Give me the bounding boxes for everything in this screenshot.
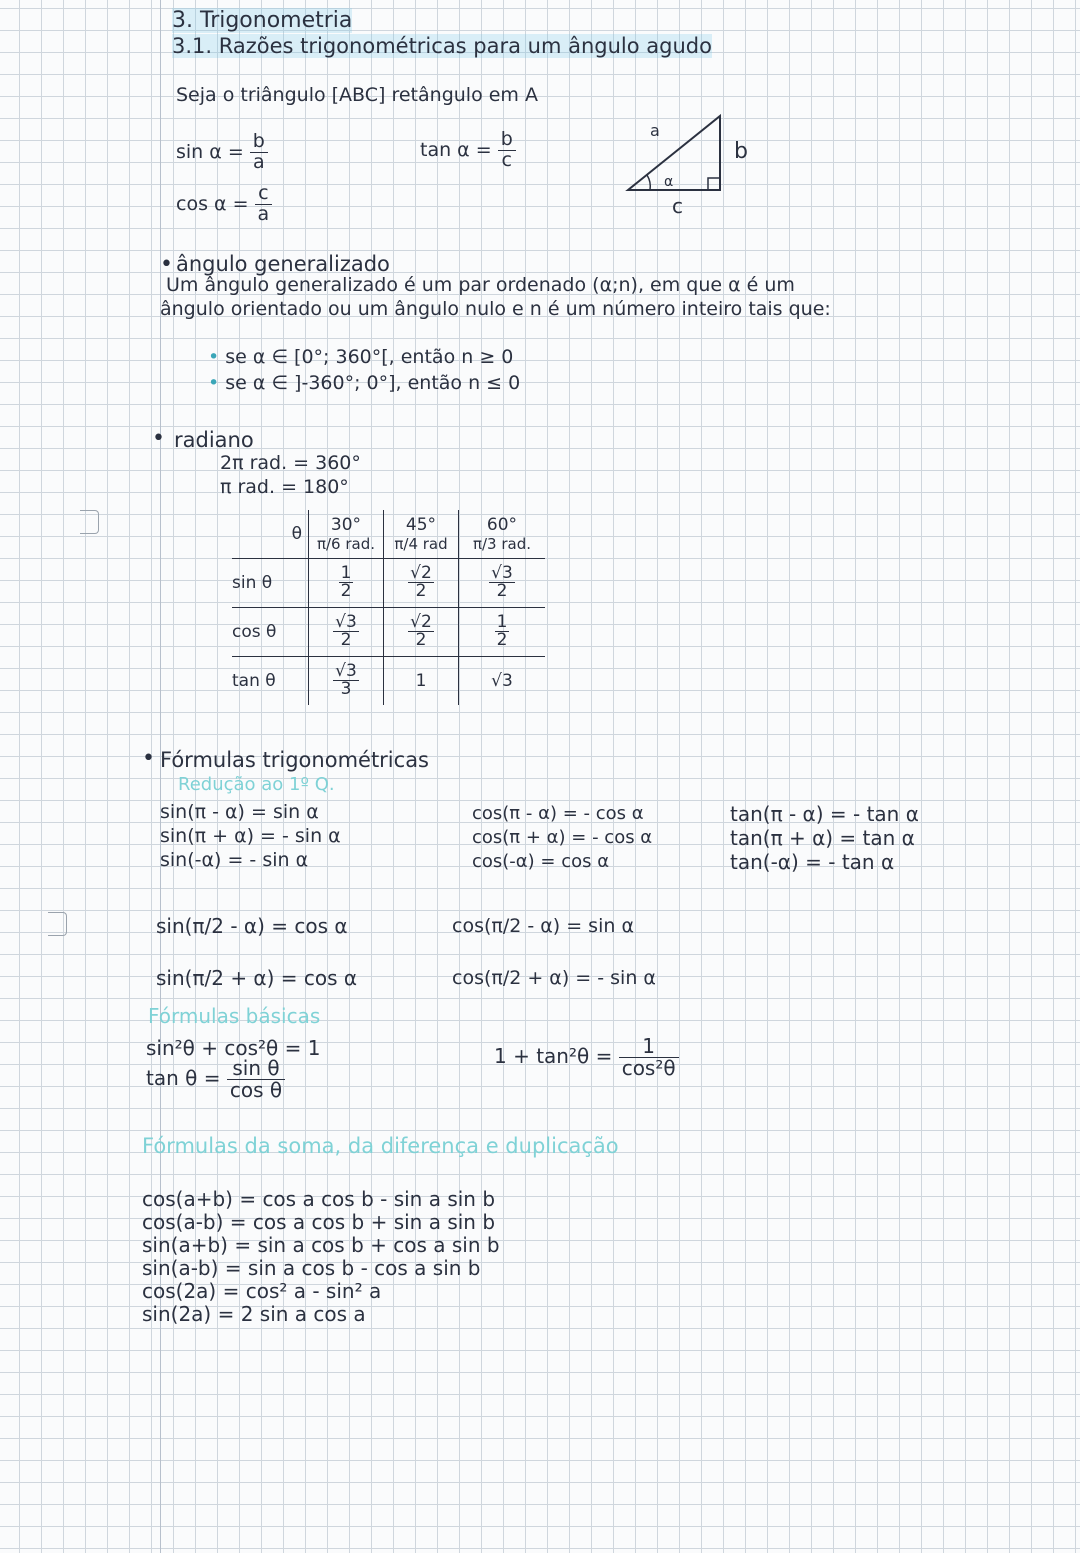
tan-reduction-list: tan(π - α) = - tan α tan(π + α) = tan α tan(-α) = - tan α bbox=[730, 802, 919, 874]
condition-1: • se α ∈ [0°; 360°[, então n ≥ 0 bbox=[208, 346, 514, 368]
cos-ratio: cos α = $\frac{c}{a}$ bbox=[176, 184, 272, 225]
generalized-line1: Um ângulo generalizado é um par ordenado (α;n), em que α é um bbox=[166, 274, 795, 296]
row-label-tan: tan θ bbox=[232, 657, 309, 706]
row-label-cos: cos θ bbox=[232, 608, 309, 657]
tangent-secant-identity: 1 + tan²θ = $\frac{1}{\text{cos²θ}}$ bbox=[494, 1036, 679, 1079]
cos-reduction-list: cos(π - α) = - cos α cos(π + α) = - cos α cos(-α) = cos α bbox=[472, 803, 653, 872]
sin-complement-list: sin(π/2 - α) = cos α sin(π/2 + α) = cos α bbox=[156, 914, 358, 990]
sin-reduction-list: sin(π - α) = sin α sin(π + α) = - sin α sin(-α) = - sin α bbox=[160, 801, 341, 871]
right-triangle-diagram bbox=[620, 110, 770, 220]
sum-difference-list: cos(a+b) = cos a cos b - sin a sin b cos(a-b) = cos a cos b + sin a sin b sin(a+b) = sin a cos b + cos a sin b sin(a-b) = sin a cos b - cos a sin b cos(2a) = cos² a - sin² a sin(2a) = 2 sin a cos a bbox=[142, 1187, 500, 1326]
sum-difference-label: Fórmulas da soma, da diferença e duplicação bbox=[142, 1134, 619, 1158]
theta-header: θ bbox=[232, 510, 309, 559]
reduction-label: Redução ao 1º Q. bbox=[178, 774, 335, 795]
cos-complement-list: cos(π/2 - α) = sin α cos(π/2 + α) = - sin α bbox=[452, 915, 656, 989]
trig-values-table bbox=[232, 510, 545, 705]
chapter-title: 3. Trigonometria bbox=[172, 8, 353, 33]
angle-label: α bbox=[664, 174, 674, 190]
section-title: 3.1. Razões trigonométricas para um ângulo agudo bbox=[172, 34, 712, 58]
basic-formulas-label: Fórmulas básicas bbox=[148, 1004, 321, 1028]
bullet: • bbox=[160, 252, 173, 277]
sin-ratio: sin α = $\frac{b}{a}$ bbox=[176, 132, 268, 173]
generalized-title: ângulo generalizado bbox=[176, 252, 390, 276]
table-row: tan θ $\frac{√3}{3}$ 1 √3 bbox=[232, 657, 545, 706]
tangent-identity: tan θ = $\frac{\text{sin θ}}{\text{cos θ}}$ bbox=[146, 1058, 285, 1101]
bullet: • bbox=[152, 426, 165, 451]
radian-line1: 2π rad. = 360° bbox=[220, 452, 361, 474]
triangle-intro: Seja o triângulo [ABC] retângulo em A bbox=[176, 84, 538, 106]
tan-ratio: tan α = $\frac{b}{c}$ bbox=[420, 130, 516, 171]
hyp-label: a bbox=[650, 121, 660, 140]
table-row: sin θ $\frac{1}{2}$ $\frac{√2}{2}$ $\frac{√3}{2}$ bbox=[232, 559, 545, 608]
punch-hole-mark bbox=[80, 510, 99, 534]
bullet: • bbox=[142, 746, 155, 771]
radian-line2: π rad. = 180° bbox=[220, 476, 349, 498]
formulas-title: Fórmulas trigonométricas bbox=[160, 748, 430, 772]
row-label-sin: sin θ bbox=[232, 559, 309, 608]
condition-2: • se α ∈ ]-360°; 0°], então n ≤ 0 bbox=[208, 372, 521, 394]
opp-label: b bbox=[734, 139, 748, 164]
generalized-line2: ângulo orientado ou um ângulo nulo e n é um número inteiro tais que: bbox=[160, 298, 831, 320]
table-row: cos θ $\frac{√3}{2}$ $\frac{√2}{2}$ $\frac{1}{2}$ bbox=[232, 608, 545, 657]
adj-label: c bbox=[672, 194, 683, 218]
punch-hole-mark bbox=[48, 912, 67, 936]
radian-title: radiano bbox=[174, 428, 254, 452]
pythagorean-identity: sin²θ + cos²θ = 1 bbox=[146, 1036, 321, 1060]
table-row: θ 30° π/6 rad. 45° π/4 rad 60° π/3 rad. bbox=[232, 510, 545, 559]
